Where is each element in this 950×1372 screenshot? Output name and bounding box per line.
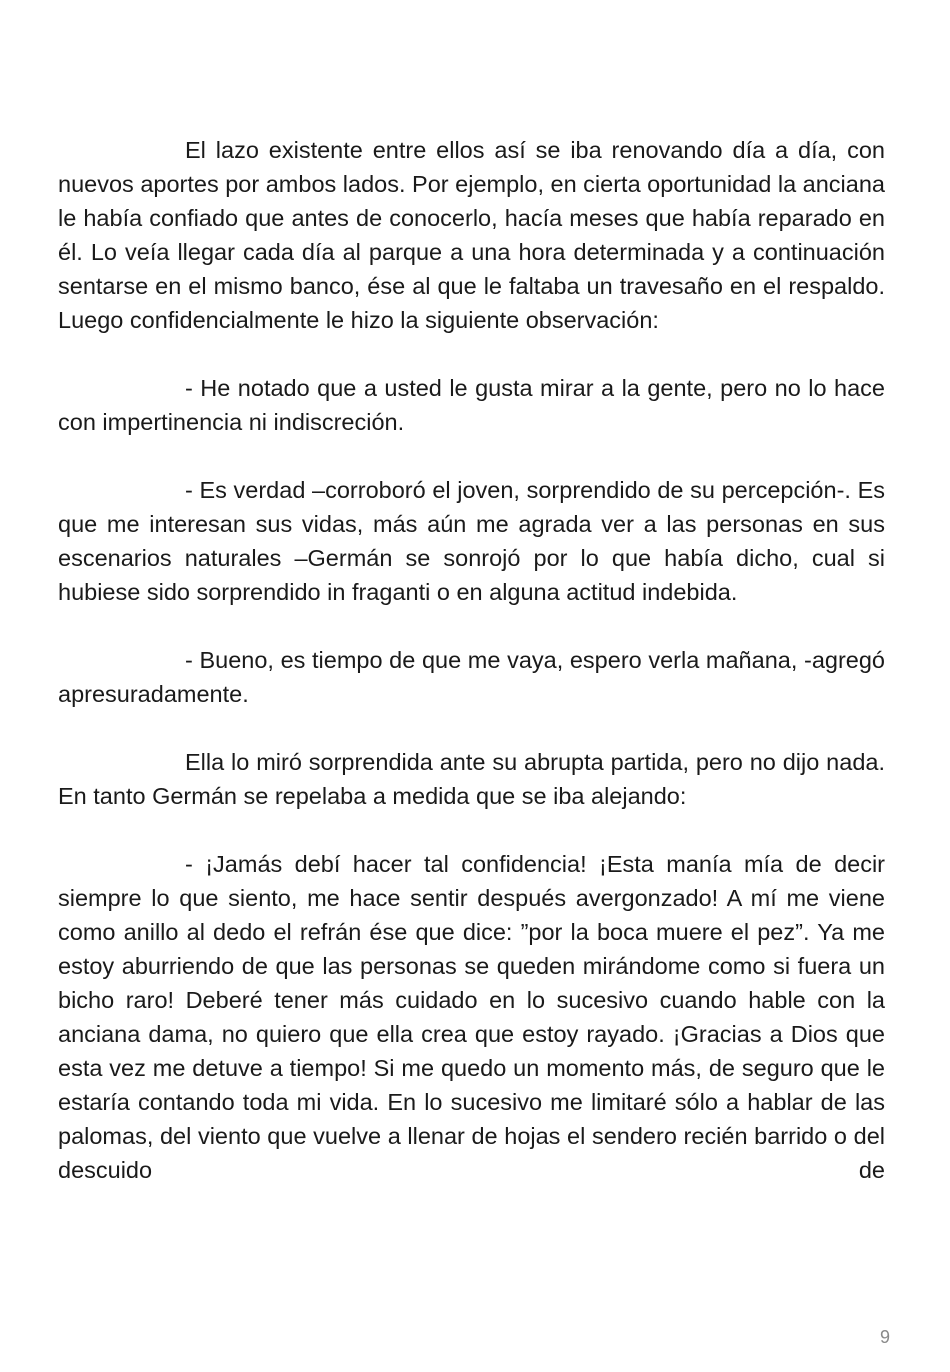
paragraph-inner-monologue: - ¡Jamás debí hacer tal confidencia! ¡Esta manía mía de decir siempre lo que siento, me hace sentir después avergonzado! A mí me viene como anillo al dedo el refrán ése que dice: ”por la boca muere el pez”. Ya me estoy aburriendo de que las personas se queden mirándome como si fuera un bicho raro! Deberé tener más cuidado en lo sucesivo cuando hable con la anciana dama, no quiero que ella crea que estoy rayado. ¡Gracias a Dios que esta vez me detuve a tiempo! Si me quedo un momento más, de seguro que le estaría contando toda mi vida. En lo sucesivo me limitaré sólo a hablar de las palomas, del viento que vuelve a llenar de hojas el sendero recién barrido o del descuido de [58, 851, 885, 1183]
paragraph-dialogue-observation: - He notado que a usted le gusta mirar a la gente, pero no lo hace con impertinencia ni indiscreción. [58, 375, 885, 435]
body-text [58, 133, 885, 1187]
page-number: 9 [879, 1327, 890, 1347]
paragraph-narration-departure: Ella lo miró sorprendida ante su abrupta partida, pero no dijo nada. En tanto Germán se repelaba a medida que se iba alejando: [58, 749, 885, 809]
paragraph-dialogue-farewell: - Bueno, es tiempo de que me vaya, espero verla mañana, -agregó apresuradamente. [58, 647, 885, 707]
paragraph-dialogue-german-reply: - Es verdad –corroboró el joven, sorprendido de su percepción-. Es que me interesan sus vidas, más aún me agrada ver a las personas en sus escenarios naturales –Germán se sonrojó por lo que había dicho, cual si hubiese sido sorprendido in fraganti o en alguna actitud indebida. [58, 477, 885, 605]
paragraph-narration-bond: El lazo existente entre ellos así se iba renovando día a día, con nuevos aportes por ambos lados. Por ejemplo, en cierta oportunidad la anciana le había confiado que antes de conocerlo, hacía meses que había reparado en él. Lo veía llegar cada día al parque a una hora determinada y a continuación sentarse en el mismo banco, ése al que le faltaba un travesaño en el respaldo. Luego confidencialmente le hizo la siguiente observación: [58, 137, 885, 333]
